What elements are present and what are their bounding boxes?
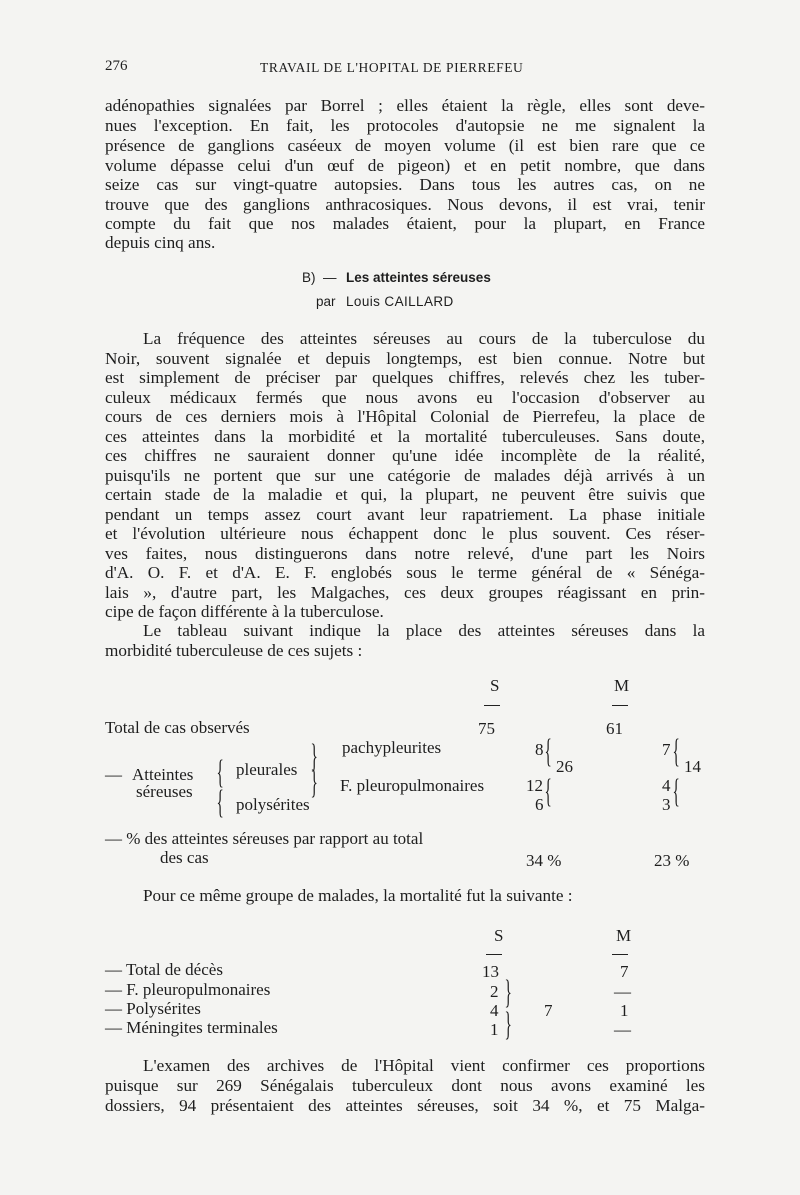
table1-row-s: 8	[535, 740, 544, 759]
table1-group-label: Atteintes	[132, 765, 194, 784]
table1-pct-label: — % des atteintes séreuses par rapport au total	[105, 829, 424, 848]
page-number: 276	[105, 58, 128, 74]
table1-pct-label: des cas	[160, 848, 209, 867]
table2-row-label: — Méningites terminales	[105, 1018, 278, 1037]
table2-sum-s: 7	[544, 1001, 553, 1020]
table1-s-brace: {	[544, 773, 552, 810]
text-line: ces atteintes dans la morbidité et la mortalité tuberculeuses. Sans doute,	[105, 427, 705, 446]
text-line: Le tableau suivant indique la place des atteintes séreuses dans la	[143, 621, 705, 640]
table1-group-dash: —	[105, 765, 122, 784]
text-line: culeux médicaux fermés que nous avons eu l'occasion d'observer au	[105, 388, 705, 407]
text-line: La fréquence des atteintes séreuses au cours de la tuberculose du	[143, 329, 705, 348]
text-line: depuis cinq ans.	[105, 233, 216, 252]
table1-group-brace: {	[216, 754, 224, 791]
section-dash: —	[323, 270, 337, 285]
text-line: d'A. O. F. et d'A. E. F. englobés sous le terme général de « Sénéga-	[105, 563, 705, 582]
author-name: Louis CAILLARD	[346, 294, 454, 309]
text-line: lais », d'autre part, les Malgaches, ces deux groupes réagissant en prin-	[105, 583, 705, 602]
text-line: ves faites, nous distinguerons dans notre relevé, d'une part les Noirs	[105, 544, 705, 563]
table1-row-s: 6	[535, 795, 544, 814]
table2-row-m: 7	[620, 962, 629, 981]
table1-row-m: 3	[662, 795, 671, 814]
table2-row-s: 1	[490, 1020, 499, 1039]
table2-col-s-rule	[486, 954, 502, 955]
table1-sum-m: 14	[684, 757, 701, 776]
table2-row-s: 4	[490, 1001, 499, 1020]
table1-group-brace: {	[216, 784, 224, 821]
table2-col-m: M	[616, 926, 632, 945]
text-line: puisque sur 269 Sénégalais tuberculeux dont nous avons examiné les	[105, 1076, 705, 1095]
text-line: et l'évolution ultérieure nous échappent donc le plus souvent. Ces réser-	[105, 524, 705, 543]
table1-col-s: S	[490, 676, 500, 695]
table1-sub-pleurales: pleurales	[236, 760, 298, 779]
table1-row-label: pachypleurites	[342, 738, 442, 757]
text-line: trouve que des ganglions anthracosiques. Nous devons, il est vrai, tenir	[105, 195, 705, 214]
table1-total-m: 61	[606, 719, 623, 738]
text-line: dossiers, 94 présentaient des atteintes séreuses, soit 34 %, et 75 Malga-	[105, 1096, 705, 1115]
text-line: compte du fait que nos malades étaient, pour la plupart, en France	[105, 214, 705, 233]
text-line: volume dépasse celui d'un œuf de pigeon) et en petit nombre, que dans	[105, 156, 705, 175]
table2-s-brace: }	[504, 974, 512, 1011]
text-line: puisqu'ils ne portent que sur une catégorie de malades déjà arrivés à un	[105, 466, 705, 485]
text-line: est simplement de préciser par quelques chiffres, relevés chez les tuber-	[105, 368, 705, 387]
table1-total-label: Total de cas observés	[105, 718, 250, 737]
text-line: L'examen des archives de l'Hôpital vient confirmer ces proportions	[143, 1056, 705, 1075]
table1-row-label: F. pleuropulmonaires	[340, 776, 485, 795]
author-prefix: par	[316, 294, 336, 309]
text-line: morbidité tuberculeuse de ces sujets :	[105, 641, 363, 660]
table2-row-label: — Polysérites	[105, 999, 201, 1018]
text-line: Noir, souvent signalée et depuis longtemps, est bien connue. Notre but	[105, 349, 705, 368]
table1-sum-s: 26	[556, 757, 573, 776]
table2-col-m-rule	[612, 954, 628, 955]
table1-col-m: M	[614, 676, 630, 695]
table2-row-m: —	[614, 1020, 631, 1039]
text-line: Pour ce même groupe de malades, la mortalité fut la suivante :	[143, 886, 573, 905]
table1-col-s-rule	[484, 705, 500, 706]
table1-s-brace: {	[544, 733, 552, 770]
section-label: B)	[302, 270, 316, 285]
text-line: certain stade de la maladie et qui, la plupart, ne peuvent être suivis que	[105, 485, 705, 504]
text-line: pendant un temps assez court avant leur rapatriement. La phase initiale	[105, 505, 705, 524]
table2-row-label: — F. pleuropulmonaires	[105, 980, 271, 999]
table1-m-brace: {	[672, 773, 680, 810]
table1-col-m-rule	[612, 705, 628, 706]
table2-row-s: 13	[482, 962, 499, 981]
table2-row-m: 1	[620, 1001, 629, 1020]
table1-row-s: 12	[526, 776, 543, 795]
text-line: ces chiffres ne sauraient donner qu'une idée incomplète de la réalité,	[105, 446, 705, 465]
table1-m-brace: {	[672, 733, 680, 770]
table1-pleurales-brace: }	[310, 738, 318, 775]
text-line: présence de ganglions caséeux de moyen volume (il est bien rare que ce	[105, 136, 705, 155]
text-line: nues l'exception. En fait, les protocoles d'autopsie ne me signalent la	[105, 116, 705, 135]
table1-row-m: 4	[662, 776, 671, 795]
section-title: Les atteintes séreuses	[346, 270, 491, 285]
text-line: adénopathies signalées par Borrel ; elles étaient la règle, elles sont deve-	[105, 96, 705, 115]
text-line: seize cas sur vingt-quatre autopsies. Dans tous les autres cas, on ne	[105, 175, 705, 194]
table2-col-s: S	[494, 926, 504, 945]
table1-sub-polyserites: polysérites	[236, 795, 310, 814]
table1-pct-s: 34 %	[526, 851, 562, 870]
table2-row-s: 2	[490, 982, 499, 1001]
table2-s-brace: }	[504, 1006, 512, 1043]
table2-row-m: —	[614, 982, 631, 1001]
table1-row-m: 7	[662, 740, 671, 759]
text-line: cours de ces derniers mois à l'Hôpital Colonial de Pierrefeu, la place de	[105, 407, 705, 426]
table1-pct-m: 23 %	[654, 851, 690, 870]
table1-pleurales-brace: }	[310, 764, 318, 801]
table1-total-s: 75	[478, 719, 495, 738]
text-line: cipe de façon différente à la tuberculose.	[105, 602, 384, 621]
table1-group-label: séreuses	[136, 782, 193, 801]
running-title: TRAVAIL DE L'HOPITAL DE PIERREFEU	[260, 60, 524, 75]
table2-row-label: — Total de décès	[105, 960, 223, 979]
